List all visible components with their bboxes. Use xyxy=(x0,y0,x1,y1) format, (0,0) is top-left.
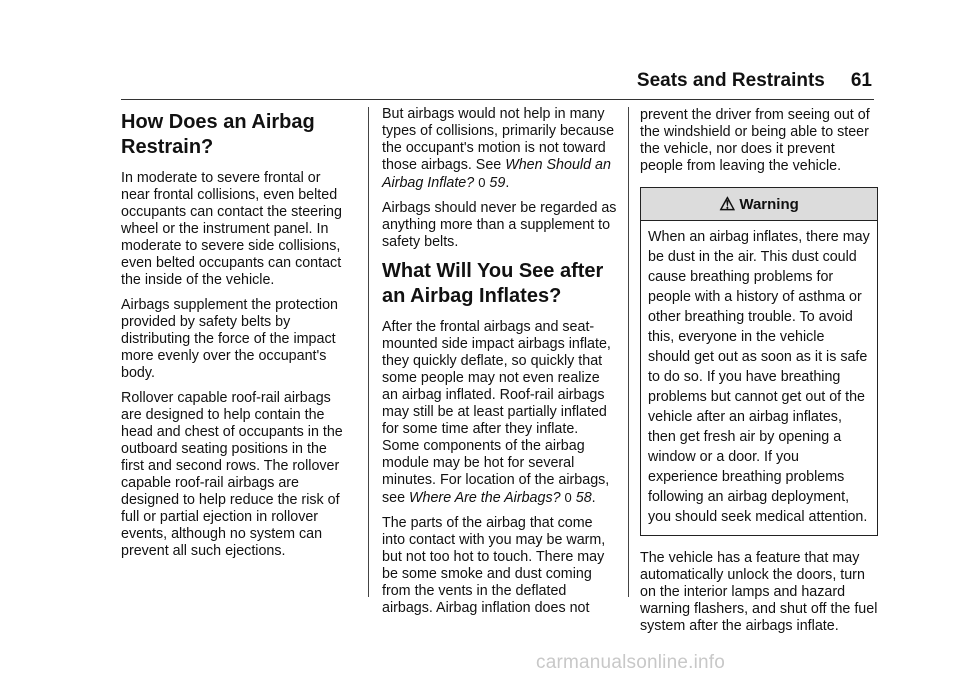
column-3 xyxy=(640,107,878,643)
cross-reference-link[interactable]: When Should an Airbag Inflate? xyxy=(382,157,611,191)
watermark: carmanualsonline.info xyxy=(536,652,726,673)
column-2 xyxy=(382,106,618,625)
page-number: 61 xyxy=(850,70,872,91)
paragraph: After the frontal airbags and seat-mounted side impact airbags inflate, they quickly deflate, so quickly that some people may not even realize an airbag inflated. Roof-rail airbags may still be at least partially inflated for some time after they inflate. Some components of the airbag module may be hot for several minutes. For location of the airbags, see Where Are the Airbags? 0 58. xyxy=(382,319,611,506)
section-title: Seats and Restraints xyxy=(636,70,825,91)
paragraph: Rollover capable roof-rail airbags are designed to help contain the head and chest of occupants in the outboard seating positions in the first and second rows. The rollover capable roof-rail airbags are designed to help reduce the risk of full or partial ejection in rollover events, although no system can prevent all such ejections. xyxy=(121,390,343,559)
column-divider-2 xyxy=(628,107,629,597)
page-ref-icon: 0 xyxy=(564,490,572,505)
page-ref-icon: 0 xyxy=(478,175,486,190)
paragraph: In moderate to severe frontal or near frontal collisions, even belted occupants can contact the steering wheel or the instrument panel. In moderate to severe side collisions, even belted occupants can contact the inside of the vehicle. xyxy=(121,170,342,288)
warning-triangle-icon: ⚠ xyxy=(719,194,736,214)
warning-header xyxy=(641,188,877,221)
header-rule xyxy=(121,99,874,100)
column-1 xyxy=(121,106,347,568)
heading-what-will-you-see: What Will You See after an Airbag Inflates? xyxy=(382,260,604,307)
paragraph: The vehicle has a feature that may automatically unlock the doors, turn on the interior lamps and hazard warning flashers, and shut off the fuel system after the airbags inflate. xyxy=(640,550,878,634)
paragraph: prevent the driver from seeing out of the windshield or being able to steer the vehicle, nor does it prevent people from leaving the vehicle. xyxy=(640,107,870,174)
column-divider-1 xyxy=(368,107,369,597)
page-ref-number[interactable]: 58 xyxy=(575,490,592,506)
page-ref-number[interactable]: 59 xyxy=(489,175,506,191)
cross-reference-link[interactable]: Where Are the Airbags? xyxy=(409,490,561,506)
warning-title: Warning xyxy=(739,196,799,213)
heading-how-airbag-restrains: How Does an Airbag Restrain? xyxy=(121,111,315,158)
paragraph: Airbags supplement the protection provided by safety belts by distributing the force of the impact more evenly over the occupant's body. xyxy=(121,297,338,381)
paragraph: But airbags would not help in many types of collisions, primarily because the occupant's motion is not toward those airbags. See When Should an Airbag Inflate? 0 59. xyxy=(382,106,615,191)
paragraph: Airbags should never be regarded as anything more than a supplement to safety belts. xyxy=(382,200,617,250)
warning-body: When an airbag inflates, there may be dust in the air. This dust could cause breathing problems for people with a history of asthma or other breathing trouble. To avoid this, everyone in the vehicle should get out as soon as it is safe to do so. If you have breathing problems but cannot get out of the vehicle after an airbag inflates, then get fresh air by opening a window or a door. If you experience breathing problems following an airbag deployment, you should seek medical attention. xyxy=(648,229,870,525)
paragraph: The parts of the airbag that come into contact with you may be warm, but not too hot to touch. There may be some smoke and dust coming from the vents in the deflated airbags. Airbag inflation does not xyxy=(382,515,606,616)
page-header xyxy=(0,70,872,92)
warning-box xyxy=(640,187,878,536)
